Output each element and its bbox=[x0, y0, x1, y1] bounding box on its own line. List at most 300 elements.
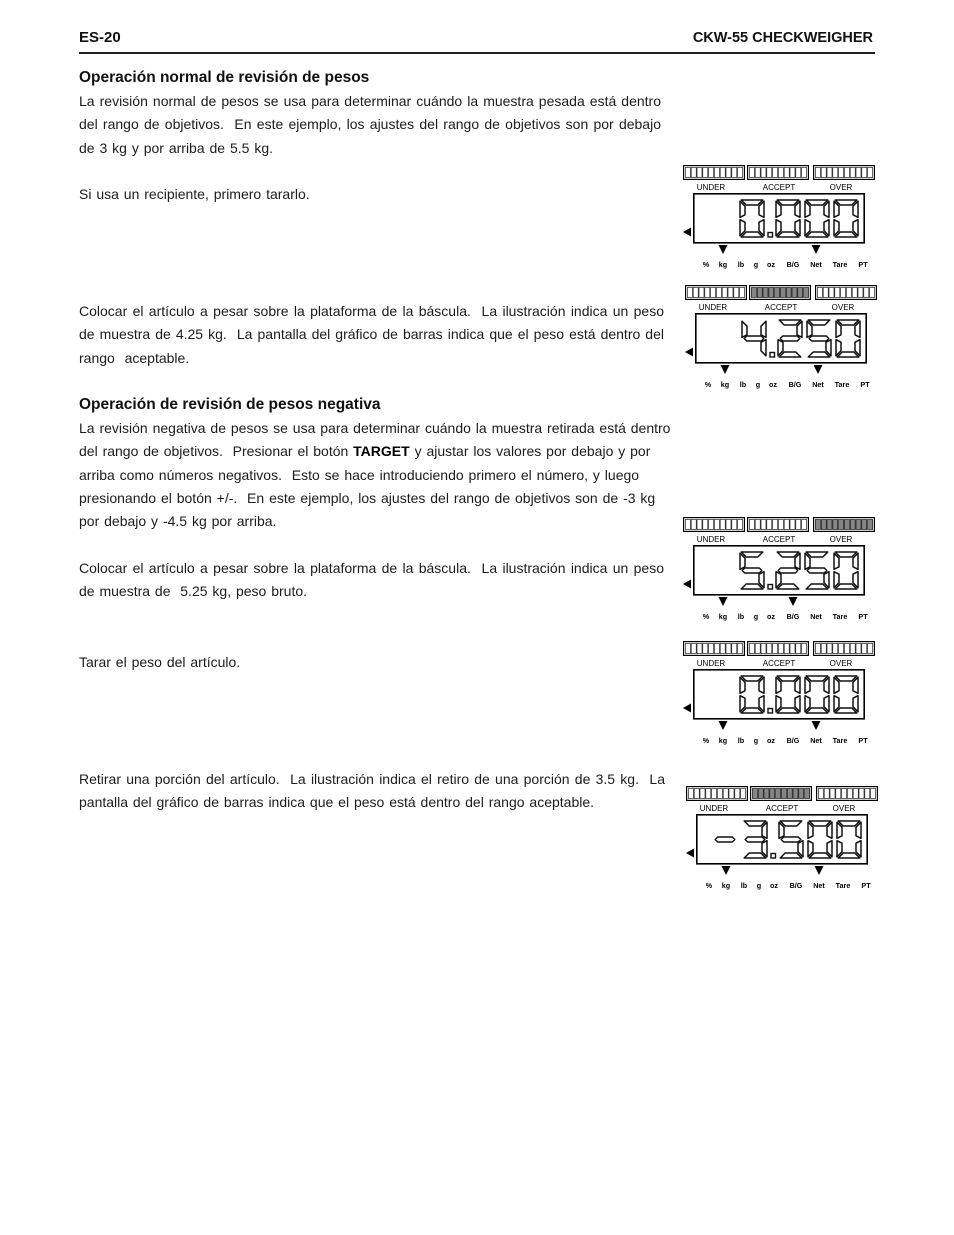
digit-segment-d bbox=[741, 708, 763, 713]
bar-cell bbox=[767, 644, 772, 654]
bar-cell bbox=[726, 644, 731, 654]
bar-cell bbox=[784, 644, 789, 654]
bar-cell bbox=[732, 644, 737, 654]
accept-label: ACCEPT bbox=[765, 804, 799, 813]
digit-segment-g bbox=[715, 837, 735, 842]
digit-segment-d bbox=[806, 708, 828, 713]
paragraph bbox=[79, 90, 661, 160]
text-line: La revisión negativa de pesos se usa para determinar cuándo la muestra retirada está dentro bbox=[79, 420, 671, 436]
unit-label: PT bbox=[861, 881, 871, 890]
unit-label: lb bbox=[737, 736, 745, 745]
accept-bar bbox=[748, 642, 809, 656]
left-pointer-icon bbox=[683, 228, 691, 237]
indicator-arrow-icon bbox=[721, 365, 730, 374]
bar-cell bbox=[776, 789, 781, 799]
unit-label: oz bbox=[769, 380, 777, 389]
accept-label: ACCEPT bbox=[762, 659, 796, 668]
digit-segment-g bbox=[780, 336, 800, 341]
bar-cell bbox=[703, 520, 708, 530]
unit-label: lb bbox=[740, 881, 748, 890]
digit-segment-a bbox=[777, 676, 799, 681]
under-bar bbox=[686, 286, 747, 300]
bar-cell bbox=[802, 644, 807, 654]
bar-cell bbox=[709, 644, 714, 654]
unit-label: g bbox=[753, 612, 759, 621]
unit-label: oz bbox=[767, 736, 775, 745]
bar-cell bbox=[784, 168, 789, 178]
text-line: La revisión normal de pesos se usa para determinar cuándo la muestra pesada está dentro bbox=[79, 93, 661, 109]
digit-segment-d bbox=[835, 708, 857, 713]
digit-segment-g bbox=[778, 568, 798, 573]
bar-cell bbox=[856, 520, 861, 530]
text-line: presionando el botón +/-. En este ejemplo, los ajustes del rango de objetivos son de -3 kg bbox=[79, 489, 656, 506]
bar-cell bbox=[850, 520, 855, 530]
unit-label: Net bbox=[810, 260, 822, 269]
bar-cell bbox=[833, 520, 838, 530]
left-pointer-icon bbox=[683, 704, 691, 713]
text-line: del rango de objetivos. En este ejemplo, los ajustes del rango de objetivos son por debajo bbox=[79, 116, 661, 133]
bar-cell bbox=[827, 520, 832, 530]
bar-cell bbox=[751, 288, 756, 298]
bar-cell bbox=[858, 288, 863, 298]
digit-segment-a bbox=[837, 320, 859, 325]
digit-segment-a bbox=[741, 676, 763, 681]
bar-cell bbox=[722, 288, 727, 298]
scale-display-illustration bbox=[683, 517, 878, 622]
bar-cell bbox=[697, 644, 702, 654]
bar-cell bbox=[717, 789, 722, 799]
over-bar bbox=[814, 166, 875, 180]
bar-cell bbox=[712, 789, 717, 799]
digit-segment-d bbox=[809, 853, 831, 858]
over-bar bbox=[814, 518, 875, 532]
unit-label: g bbox=[755, 380, 761, 389]
bar-cell bbox=[738, 520, 743, 530]
bar-cell bbox=[720, 644, 725, 654]
under-label: UNDER bbox=[696, 659, 726, 668]
bar-cell bbox=[728, 288, 733, 298]
unit-label: lb bbox=[737, 612, 745, 621]
page-number: ES-20 bbox=[79, 29, 121, 46]
text-line: pantalla del gráfico de barras indica que el peso está dentro del rango aceptable. bbox=[79, 794, 595, 811]
unit-label: Tare bbox=[832, 260, 848, 269]
left-pointer-icon bbox=[685, 348, 693, 357]
bar-cell bbox=[852, 288, 857, 298]
bar-cell bbox=[868, 168, 873, 178]
decimal-point bbox=[768, 585, 773, 590]
unit-label: % bbox=[705, 881, 713, 890]
indicator-arrow-icon bbox=[719, 245, 728, 254]
bar-cell bbox=[790, 644, 795, 654]
bar-cell bbox=[758, 789, 763, 799]
bar-cell bbox=[844, 168, 849, 178]
bar-cell bbox=[691, 520, 696, 530]
bar-cell bbox=[685, 644, 690, 654]
lcd-panel bbox=[683, 641, 878, 746]
decimal-point bbox=[768, 709, 773, 714]
bar-cell bbox=[836, 789, 841, 799]
bar-cell bbox=[767, 520, 772, 530]
over-bar bbox=[816, 286, 877, 300]
bar-cell bbox=[735, 789, 740, 799]
bar-cell bbox=[705, 288, 710, 298]
digit-segment-g bbox=[781, 837, 801, 842]
bar-cell bbox=[796, 644, 801, 654]
bar-cell bbox=[773, 520, 778, 530]
digit-segment-d bbox=[741, 232, 763, 237]
bar-cell bbox=[714, 520, 719, 530]
unit-label: % bbox=[702, 736, 710, 745]
bar-cell bbox=[827, 168, 832, 178]
indicator-arrow-icon bbox=[814, 365, 823, 374]
indicator-arrow-icon bbox=[812, 721, 821, 730]
bar-cell bbox=[691, 644, 696, 654]
unit-label: Tare bbox=[834, 380, 850, 389]
scale-display-illustration bbox=[683, 165, 878, 270]
text-line: por debajo y -4.5 kg por arriba. bbox=[79, 513, 277, 530]
unit-label: PT bbox=[860, 380, 870, 389]
bar-cell bbox=[699, 288, 704, 298]
bar-cell bbox=[823, 288, 828, 298]
bar-cell bbox=[687, 288, 692, 298]
bar-cell bbox=[688, 789, 693, 799]
bar-cell bbox=[755, 168, 760, 178]
bar-cell bbox=[709, 520, 714, 530]
lcd-panel bbox=[683, 165, 878, 270]
text-run: del rango de objetivos. Presionar el botón bbox=[79, 443, 354, 460]
unit-label: g bbox=[753, 736, 759, 745]
bar-cell bbox=[815, 168, 820, 178]
bar-cell bbox=[868, 520, 873, 530]
bar-cell bbox=[749, 644, 754, 654]
digit-segment-a bbox=[806, 676, 828, 681]
bar-cell bbox=[818, 789, 823, 799]
bar-cell bbox=[757, 288, 762, 298]
digit-segment-d bbox=[835, 232, 857, 237]
bar-cell bbox=[856, 644, 861, 654]
bar-cell bbox=[741, 789, 746, 799]
paragraph bbox=[79, 651, 664, 674]
bar-cell bbox=[732, 168, 737, 178]
unit-label: % bbox=[702, 612, 710, 621]
bar-cell bbox=[804, 288, 809, 298]
bar-cell bbox=[824, 789, 829, 799]
bar-cell bbox=[839, 168, 844, 178]
decimal-point bbox=[771, 854, 776, 859]
text-line: Colocar el artículo a pesar sobre la plataforma de la báscula. La ilustración indica un peso bbox=[79, 560, 664, 576]
bar-cell bbox=[691, 168, 696, 178]
bar-cell bbox=[802, 168, 807, 178]
bar-cell bbox=[821, 520, 826, 530]
bar-cell bbox=[827, 644, 832, 654]
text-run: y ajustar los valores por debajo y por bbox=[409, 443, 651, 460]
bar-cell bbox=[870, 288, 875, 298]
digit-segment-d bbox=[837, 352, 859, 357]
unit-label: B/G bbox=[788, 380, 802, 389]
paragraph bbox=[79, 557, 664, 604]
text-line: Tarar el peso del artículo. bbox=[79, 654, 241, 670]
bar-cell bbox=[871, 789, 876, 799]
unit-label: kg bbox=[718, 612, 728, 621]
bar-cell bbox=[844, 644, 849, 654]
over-label: OVER bbox=[831, 303, 855, 312]
bar-cell bbox=[706, 789, 711, 799]
over-label: OVER bbox=[829, 183, 853, 192]
indicator-arrow-icon bbox=[719, 721, 728, 730]
digit-segment-g bbox=[809, 336, 829, 341]
over-label: OVER bbox=[829, 659, 853, 668]
under-label: UNDER bbox=[696, 535, 726, 544]
digit-segment-a bbox=[744, 821, 766, 826]
bar-cell bbox=[798, 288, 803, 298]
bar-cell bbox=[694, 789, 699, 799]
under-bar bbox=[684, 642, 745, 656]
under-bar bbox=[687, 787, 748, 801]
unit-label: oz bbox=[770, 881, 778, 890]
unit-label: g bbox=[753, 260, 759, 269]
accept-bar bbox=[751, 787, 812, 801]
text-line: arriba como números negativos. Esto se hace introduciendo primero el número, y luego bbox=[79, 466, 640, 483]
lcd-panel bbox=[683, 517, 878, 622]
bar-cell bbox=[773, 168, 778, 178]
bar-cell bbox=[833, 644, 838, 654]
digit-segment-d bbox=[777, 708, 799, 713]
bar-cell bbox=[726, 168, 731, 178]
digit-segment-a bbox=[741, 200, 763, 205]
unit-label: lb bbox=[737, 260, 745, 269]
bar-cell bbox=[734, 288, 739, 298]
bar-cell bbox=[767, 168, 772, 178]
bar-cell bbox=[773, 644, 778, 654]
bar-cell bbox=[864, 288, 869, 298]
bar-cell bbox=[714, 168, 719, 178]
bar-cell bbox=[761, 644, 766, 654]
bar-cell bbox=[821, 168, 826, 178]
digit-segment-d bbox=[806, 584, 828, 589]
paragraph bbox=[79, 300, 664, 370]
unit-label: Tare bbox=[835, 881, 851, 890]
bar-cell bbox=[787, 789, 792, 799]
bar-cell bbox=[709, 168, 714, 178]
bar-cell bbox=[693, 288, 698, 298]
header-rule bbox=[79, 52, 875, 54]
bar-cell bbox=[850, 168, 855, 178]
text-line: Retirar una porción del artículo. La ilustración indica el retiro de una porción de 3.5 kg. La bbox=[79, 771, 665, 787]
digit-segment-d bbox=[835, 584, 857, 589]
scale-display-illustration bbox=[683, 641, 878, 746]
bar-cell bbox=[850, 644, 855, 654]
digit-segment-a bbox=[806, 200, 828, 205]
bar-cell bbox=[793, 789, 798, 799]
indicator-arrow-icon bbox=[719, 597, 728, 606]
accept-label: ACCEPT bbox=[764, 303, 798, 312]
digit-segment-g bbox=[745, 837, 765, 842]
bar-cell bbox=[862, 644, 867, 654]
bar-cell bbox=[805, 789, 810, 799]
left-pointer-icon bbox=[683, 580, 691, 589]
bar-cell bbox=[775, 288, 780, 298]
under-label: UNDER bbox=[698, 303, 728, 312]
unit-label: PT bbox=[858, 612, 868, 621]
paragraph bbox=[79, 183, 664, 206]
bar-cell bbox=[726, 520, 731, 530]
bar-cell bbox=[839, 520, 844, 530]
unit-label: kg bbox=[718, 260, 728, 269]
unit-label: Tare bbox=[832, 612, 848, 621]
paragraph bbox=[79, 417, 679, 533]
unit-label: oz bbox=[767, 260, 775, 269]
digit-segment-a bbox=[806, 552, 828, 557]
bar-cell bbox=[792, 288, 797, 298]
text-line bbox=[79, 440, 679, 463]
digit-segment-g bbox=[744, 336, 764, 341]
text-line: Si usa un recipiente, primero tararlo. bbox=[79, 186, 310, 202]
bar-cell bbox=[685, 520, 690, 530]
digit-segment-d bbox=[780, 853, 802, 858]
bar-cell bbox=[790, 520, 795, 530]
bar-cell bbox=[829, 288, 834, 298]
digit-segment-d bbox=[779, 352, 801, 357]
bar-cell bbox=[817, 288, 822, 298]
digit-segment-a bbox=[777, 200, 799, 205]
bar-cell bbox=[763, 288, 768, 298]
unit-label: Net bbox=[810, 612, 822, 621]
bar-cell bbox=[740, 288, 745, 298]
bar-cell bbox=[729, 789, 734, 799]
bar-cell bbox=[755, 644, 760, 654]
bar-cell bbox=[830, 789, 835, 799]
bar-cell bbox=[780, 288, 785, 298]
bar-cell bbox=[781, 789, 786, 799]
decimal-point bbox=[770, 353, 775, 358]
bar-cell bbox=[697, 520, 702, 530]
unit-label: B/G bbox=[789, 881, 803, 890]
unit-label: % bbox=[702, 260, 710, 269]
over-label: OVER bbox=[829, 535, 853, 544]
indicator-arrow-icon bbox=[722, 866, 731, 875]
scale-display-illustration bbox=[686, 786, 881, 891]
unit-label: kg bbox=[718, 736, 728, 745]
bar-cell bbox=[770, 789, 775, 799]
text-line: de muestra de 4.25 kg. La pantalla del gráfico de barras indica que el peso está dentro del bbox=[79, 326, 664, 343]
bar-cell bbox=[720, 168, 725, 178]
unit-label: PT bbox=[858, 260, 868, 269]
digit-segment-a bbox=[809, 821, 831, 826]
bar-cell bbox=[862, 520, 867, 530]
lcd-digit bbox=[715, 837, 735, 842]
bar-cell bbox=[703, 168, 708, 178]
bar-cell bbox=[847, 789, 852, 799]
unit-label: oz bbox=[767, 612, 775, 621]
target-key-name: TARGET bbox=[353, 443, 410, 460]
bar-cell bbox=[784, 520, 789, 530]
digit-segment-a bbox=[741, 552, 763, 557]
bar-cell bbox=[815, 644, 820, 654]
unit-label: B/G bbox=[786, 260, 800, 269]
bar-cell bbox=[778, 644, 783, 654]
section-heading: Operación normal de revisión de pesos bbox=[79, 69, 370, 86]
indicator-arrow-icon bbox=[812, 245, 821, 254]
bar-cell bbox=[853, 789, 858, 799]
bar-cell bbox=[844, 520, 849, 530]
bar-cell bbox=[868, 644, 873, 654]
digit-segment-g bbox=[807, 568, 827, 573]
lcd-panel bbox=[685, 285, 880, 390]
bar-cell bbox=[842, 789, 847, 799]
bar-cell bbox=[723, 789, 728, 799]
scale-display-illustration bbox=[685, 285, 880, 390]
unit-label: PT bbox=[858, 736, 868, 745]
bar-cell bbox=[833, 168, 838, 178]
bar-cell bbox=[769, 288, 774, 298]
unit-label: g bbox=[756, 881, 762, 890]
bar-cell bbox=[786, 288, 791, 298]
indicator-arrow-icon bbox=[815, 866, 824, 875]
digit-segment-d bbox=[741, 584, 763, 589]
manual-title: CKW-55 CHECKWEIGHER bbox=[692, 30, 873, 46]
bar-cell bbox=[732, 520, 737, 530]
unit-label: lb bbox=[739, 380, 747, 389]
bar-cell bbox=[796, 168, 801, 178]
bar-cell bbox=[761, 520, 766, 530]
digit-segment-d bbox=[777, 232, 799, 237]
unit-label: kg bbox=[721, 881, 731, 890]
bar-cell bbox=[738, 644, 743, 654]
bar-cell bbox=[862, 168, 867, 178]
indicator-arrow-icon bbox=[789, 597, 798, 606]
bar-cell bbox=[778, 520, 783, 530]
digit-segment-d bbox=[806, 232, 828, 237]
unit-label: B/G bbox=[786, 736, 800, 745]
bar-cell bbox=[738, 168, 743, 178]
unit-label: kg bbox=[720, 380, 730, 389]
bar-cell bbox=[821, 644, 826, 654]
text-line: de muestra de 5.25 kg, peso bruto. bbox=[79, 583, 308, 600]
text-line: Colocar el artículo a pesar sobre la plataforma de la báscula. La ilustración indica un peso bbox=[79, 303, 664, 319]
bar-cell bbox=[815, 520, 820, 530]
text-line: de 3 kg y por arriba de 5.5 kg. bbox=[79, 139, 273, 156]
over-label: OVER bbox=[832, 804, 856, 813]
bar-cell bbox=[865, 789, 870, 799]
bar-cell bbox=[749, 520, 754, 530]
under-label: UNDER bbox=[696, 183, 726, 192]
bar-cell bbox=[799, 789, 804, 799]
unit-label: Net bbox=[810, 736, 822, 745]
digit-segment-d bbox=[777, 584, 799, 589]
section-heading: Operación de revisión de pesos negativa bbox=[79, 396, 381, 413]
bar-cell bbox=[839, 644, 844, 654]
accept-label: ACCEPT bbox=[762, 183, 796, 192]
digit-segment-a bbox=[779, 320, 801, 325]
bar-cell bbox=[749, 168, 754, 178]
over-bar bbox=[814, 642, 875, 656]
bar-cell bbox=[761, 168, 766, 178]
under-label: UNDER bbox=[699, 804, 729, 813]
unit-label: B/G bbox=[786, 612, 800, 621]
bar-cell bbox=[856, 168, 861, 178]
bar-cell bbox=[755, 520, 760, 530]
left-pointer-icon bbox=[686, 849, 694, 858]
bar-cell bbox=[846, 288, 851, 298]
bar-cell bbox=[685, 168, 690, 178]
bar-cell bbox=[720, 520, 725, 530]
bar-cell bbox=[790, 168, 795, 178]
bar-cell bbox=[711, 288, 716, 298]
text-line: rango aceptable. bbox=[79, 349, 190, 366]
bar-cell bbox=[764, 789, 769, 799]
under-bar bbox=[684, 518, 745, 532]
digit-segment-g bbox=[742, 568, 762, 573]
